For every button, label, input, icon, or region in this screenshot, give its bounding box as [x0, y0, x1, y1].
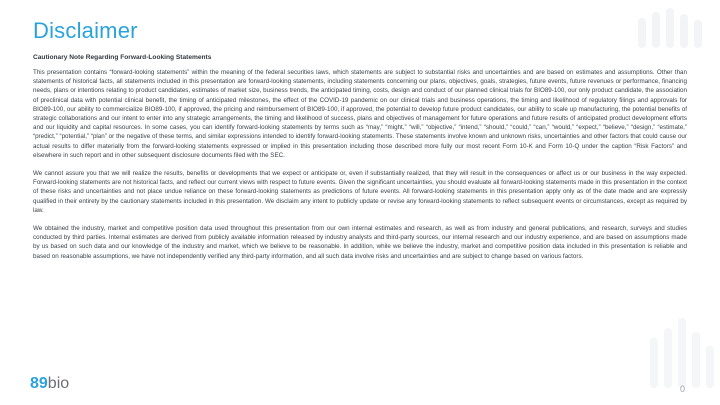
decorative-corner-icon — [630, 318, 720, 388]
section-heading: Cautionary Note Regarding Forward-Looking Statements — [33, 54, 212, 61]
page-title: Disclaimer — [33, 18, 138, 43]
company-logo — [30, 375, 69, 393]
paragraph-no-assurance: We cannot assure you that we will realize the results, benefits or developments that we expect or anticipate or, even if substantially realized, that they will result in the consequences or affect us or our business in the way expected. Forward-looking statements are not historical facts, and reflect our current views with respect to future events. Given the significant uncertainties, you should evaluate all forward-looking statements made in this presentation in the context of these risks and uncertainties and not place undue reliance on these forward-looking statements as predictions of future events. All forward-looking statements in this presentation apply only as of the date made and are expressly qualified in their entirety by the cautionary statements included in this presentation. We disclaim any intent to publicly update or revise any forward-looking statements to reflect subsequent events or circumstances, except as required by law. — [33, 170, 687, 214]
disclaimer-body — [33, 54, 687, 270]
paragraph-market-data: We obtained the industry, market and competitive position data used throughout this presentation from our own internal estimates and research, as well as from industry and general publications, and research, surveys and studies conducted by third parties. Internal estimates are derived from publicly available information released by industry analysts and third-party sources, our internal research and our industry experience, and are based on assumptions made by us based on such data and our knowledge of the industry and market, which we believe to be reasonable. In addition, while we believe the industry, market and competitive position data included in this presentation is reliable and based on reasonable assumptions, we have not independently verified any third-party information, and all such data involve risks and uncertainties and are subject to change based on various factors. — [33, 225, 687, 260]
page-number: 0 — [679, 384, 685, 394]
logo-word: bio — [47, 375, 70, 392]
decorative-pattern-icon — [630, 8, 710, 48]
logo-number: 89 — [30, 375, 48, 392]
paragraph-forward-looking: This presentation contains “forward-looking statements” within the meaning of the federal securities laws, which statements are subject to substantial risks and uncertainties and are based on estimates and assumptions. Other than statements of historical facts, all statements included in this presentation are forward-looking statements, including statements concerning our plans, objectives, goals, strategies, future events, future revenues or performance, financing needs, plans or intentions relating to product candidates, estimates of market size, business trends, the anticipated timing, costs, design and conduct of our planned clinical trials for BIO89-100, our only product candidate, the association of preclinical data with potential clinical benefit, the timing of anticipated milestones, the effect of the COVID-19 pandemic on our clinical trials and business operations, the timing and likelihood of regulatory filings and approvals for BIO89-100, our ability to commercialize BIO89-100, if approved, the pricing and reimbursement of BIO89-100, if approved, the potential to develop future product candidates, our ability to scale up manufacturing, the potential benefits of strategic collaborations and our intent to enter into any strategic arrangements, the timing and likelihood of success, plans and objectives of management for future operations and future results of anticipated product development efforts and our liquidity and capital resources. In some cases, you can identify forward-looking statements by terms such as “may,” “might,” “will,” “objective,” “intend,” “should,” “could,” “can,” “would,” “expect,” “believe,” “design,” “estimate,” “predict,” “potential,” “plan” or the negative of these terms, and similar expressions intended to identify forward-looking statements. These statements involve known and unknown risks, uncertainties and other factors that could cause our actual results to differ materially from the forward-looking statements expressed or implied in this presentation including those described more fully our most recent Form 10-K and Form 10-Q under the caption “Risk Factors” and elsewhere in such report and in other subsequent disclosure documents filed with the SEC. — [33, 69, 687, 159]
